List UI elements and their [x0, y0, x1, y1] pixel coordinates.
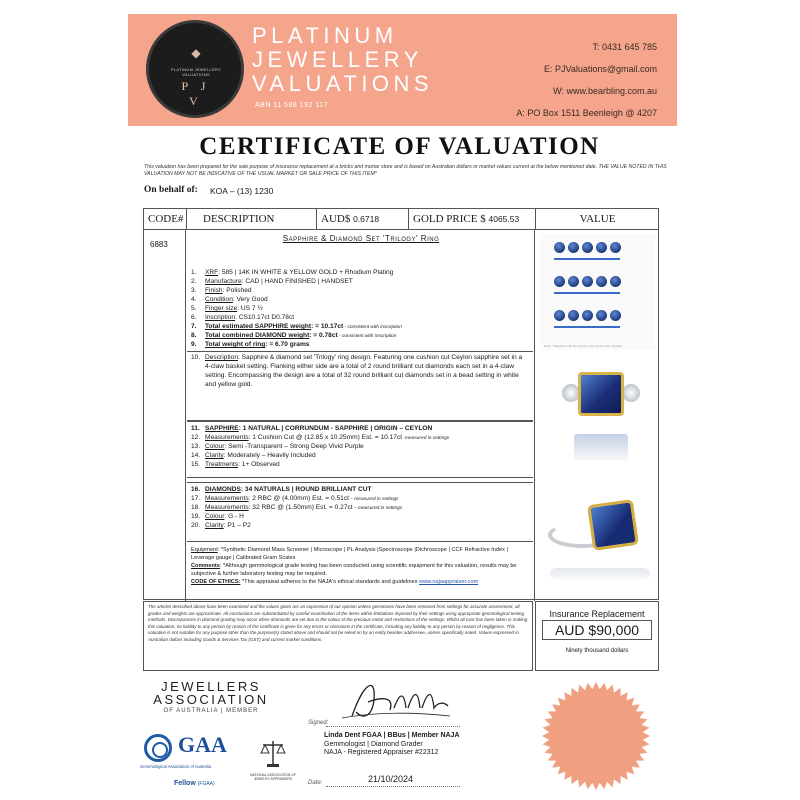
diamond-item: 19. Colour: G - H [191, 513, 244, 520]
brand-line: PLATINUM [252, 23, 398, 48]
jewellers-association-logo [146, 680, 276, 714]
spec-item: 9. Total weight of ring: = 6.70 grams [191, 341, 310, 348]
abn-number: ABN 11 588 192 117 [255, 102, 328, 109]
fellow-title: Fellow (FGAA) [174, 780, 215, 787]
sapphire-item: 12. Measurements: 1 Cushion Cut @ (12.85 x 10.25mm) Est. = 10.17ct -measured in settings [191, 434, 450, 441]
diamond-item: 20. Clarity: P1 – P2 [191, 522, 251, 529]
header-aud [317, 209, 409, 230]
on-behalf-label: On behalf of: [144, 185, 198, 195]
signer-details [324, 732, 460, 758]
naja-link[interactable]: www.najaappraiser.com [419, 579, 479, 585]
swatch-row [554, 310, 621, 322]
valuation-date: 21/10/2024 [368, 774, 414, 784]
insurance-amount-words: Ninety thousand dollars [565, 648, 629, 654]
ring-reflection [550, 568, 650, 580]
gaa-emblem-icon [144, 734, 172, 762]
header-description: DESCRIPTION [187, 209, 317, 230]
brand-name [252, 24, 462, 96]
diamond-item: 16. DIAMONDS: 34 NATURALS | ROUND BRILLIANT CUT [191, 486, 372, 493]
document-title: CERTIFICATE OF VALUATION [199, 133, 600, 160]
spec-item: 4. Condition: Very Good [191, 296, 268, 303]
ring-side-view-image [540, 476, 655, 594]
header-banner [128, 14, 677, 126]
contact-address: A: PO Box 1511 Beenleigh @ 4207 [516, 108, 657, 118]
logo-tagline: PLATINUM JEWELLERY VALUATIONS [170, 67, 222, 77]
naja-caption: NATIONAL ASSOCIATION OF JEWELRY APPRAISERS [250, 773, 296, 781]
signed-label: Signed: [308, 720, 329, 726]
ja-line2: ASSOCIATION [153, 692, 269, 707]
swatch-bar [554, 292, 620, 294]
ja-line1: JEWELLERS [161, 679, 261, 694]
sapphire-center-stone [578, 372, 624, 416]
date-label: Date: [308, 780, 323, 786]
pjv-logo [146, 20, 244, 118]
side-diamond [622, 384, 640, 402]
contact-phone: T: 0431 645 785 [592, 42, 657, 52]
spec-item: 1. XRF: 585 | 14K IN WHITE & YELLOW GOLD + Rhodium Plating [191, 269, 394, 276]
aud-label: AUD$ [321, 213, 351, 225]
description-column [187, 230, 535, 601]
sapphire-item: 11. SAPPHIRE: 1 NATURAL | CORRUNDUM - SAPPHIRE | ORIGIN – CEYLON [191, 425, 433, 432]
spec-item: 7. Total estimated SAPPHIRE weight: = 10.17ct - consistent with inscription [191, 323, 402, 330]
brand-line: VALUATIONS [252, 71, 434, 96]
gold-value: 4065.53 [488, 214, 520, 224]
gold-label: GOLD PRICE $ [413, 213, 486, 225]
swatch-bar [554, 258, 620, 260]
swatch-note: Note - Sapphires can be found in any colour of the rainbow [544, 344, 623, 348]
diamond-item: 17. Measurements: 2 RBC @ (4.00mm) Est. = 0.51ct – measured in settings [191, 495, 399, 502]
spec-item: 6. Inscription: CS10.17ct D0.78ct [191, 314, 295, 321]
spec-item: 3. Finish: Polished [191, 287, 252, 294]
description-box [187, 351, 533, 421]
signer-registration: NAJA - Registered Appraiser #22312 [324, 749, 439, 756]
ring-title: Sapphire & Diamond Set 'Trilogy' Ring [282, 234, 440, 243]
ja-line3: OF AUSTRALIA | MEMBER [163, 708, 259, 714]
sapphire-side-stone [587, 499, 639, 551]
certificate-document [122, 8, 677, 798]
diamonds-box [187, 482, 533, 542]
intro-statement: This valuation has been prepared for the sale purpose of insurance replacement at a bricks and mortar store and is based on Australian dollars or market values current at the below mentioned date. THE VALUE NOTED IN THIS VALUATION MAY NOT BE INDICATIVE OF THE USUAL MARKET OR SALE PRICE OF THIS ITEM* [144, 164, 667, 177]
description-text: 10. Description: Sapphire & diamond set 'Trilogy' ring design. Featuring one cushion cut Ceylon sapphire set in a 4-claw basket setting. Flanking either side are a total of 2 round brilliant cut diamonds each set in a 4-claw setting. Encompassing the design are a total of 32 round brilliant cut diamonds set in a bead setting in white and yellow gold. [191, 354, 523, 388]
gaa-logo-text: GAA [178, 732, 227, 757]
insurance-amount: AUD $90,000 [542, 620, 652, 640]
ring-reflection [574, 434, 628, 460]
insurance-box [535, 601, 659, 671]
signer-role: Gemmologist | Diamond Grader [324, 740, 423, 748]
ring-top-view-image [540, 354, 655, 470]
gaa-subtitle: Gemmological Association of Australia [140, 764, 211, 769]
aud-value: 0.6718 [353, 214, 380, 224]
spec-item: 2. Manufacture: CAD | HAND FINISHED | HANDSET [191, 278, 353, 285]
header-gold-price [409, 209, 536, 230]
value-column [536, 230, 659, 601]
insurance-label: Insurance Replacement [549, 609, 645, 619]
seal-icon [540, 680, 652, 792]
signer-name: Linda Dent FGAA | BBus | Member NAJA [324, 732, 460, 739]
swatch-bar [554, 326, 620, 328]
sapphire-item: 14. Clarity: Moderately – Heavily Included [191, 452, 316, 459]
swatch-row [554, 242, 621, 254]
signature-image [334, 672, 454, 728]
sapphire-item: 13. Colour: Semi -Transparent – Strong Deep Vivid Purple [191, 443, 364, 450]
sapphire-item: 15. Treatments: 1+ Observed [191, 461, 280, 468]
date-line [326, 786, 460, 787]
equipment-notes: Equipment: *Synthetic Diamond Mass Screener | Microscope | PL Analysis |Spectroscope |Dichroscope | CCF Refractive Index | Leverage gauge | Calibrated Gram Scales Comments: *Although gemmological grade testing has been conducted using scientific equipment for this valuation, results may be subjective & further laboratory testing may be required. CODE OF ETHICS: *This appraisal adheres to the NAJA's ethical standards and guidelines www.najaappraiser.com [191, 547, 517, 585]
code-column [144, 230, 186, 601]
contact-email: E: PJValuations@gmail.com [543, 64, 657, 74]
sapphire-box [187, 421, 533, 478]
spec-list [191, 268, 533, 349]
header-code: CODE# [144, 209, 187, 230]
sapphire-color-swatch-image [540, 234, 655, 350]
on-behalf-value: KOA – (13) 1230 [210, 186, 274, 196]
spec-item: 5. Finger size: US 7 ½ [191, 305, 263, 312]
logo-monogram: P J V [181, 79, 211, 108]
contact-web: W: www.bearbling.com.au [553, 86, 657, 96]
valuation-table [143, 208, 659, 600]
swatch-row [554, 276, 621, 288]
scales-of-justice-icon [260, 738, 286, 768]
brand-line: JEWELLERY [252, 47, 423, 72]
spec-item: 8. Total combined DIAMOND weight: = 0.78ct - consistent with inscription [191, 332, 397, 339]
diamond-icon: ◆ [191, 46, 201, 60]
item-code: 6883 [150, 240, 168, 249]
diamond-item: 18. Measurements: 32 RBC @ (1.50mm) Est. = 0.27ct – measured in settings [191, 504, 403, 511]
header-value: VALUE [536, 209, 659, 230]
contact-block [516, 36, 657, 124]
disclaimer-text: The articles described above have been examined and the values given are an expression of our opinion unless gemstones have been removed from settings for accurate assessment, all grades and weights are approximate. All conclusions are substantiated by careful examination of the items within limitations imposed by their settings using appropriate gemmological testing methods. Discrepancies in diamond grading may occur when diamonds are set due to the colour of the precious metal and restrictions of the settings. Whilst all care has been taken in making this valuation, no liability to any person by reason of the certificate is given for any errors or omissions in the certificate, including any liability to any person by reason of negligence. This valuation is not suitable for any purpose other than the purpose(s) stated above and should not be relied on by an entity besides addressee, unless specifically noted. Values expressed in Australian dollars including Goods & Services Tax (GST) and current market conditions. [143, 601, 533, 671]
signature-line [326, 726, 460, 727]
